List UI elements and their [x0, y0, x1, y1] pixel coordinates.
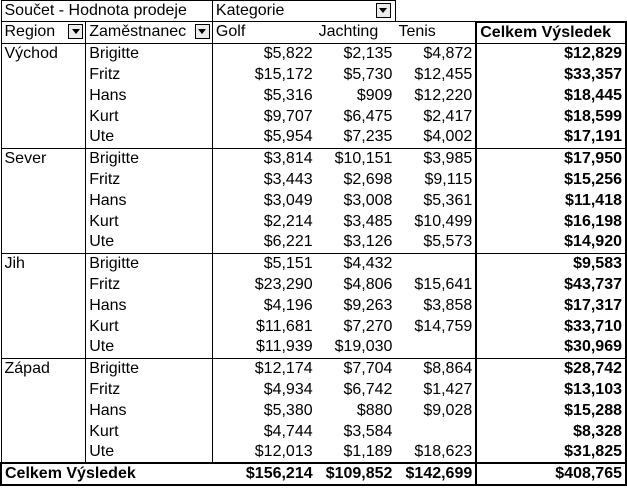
- jachting-value: $909: [356, 86, 393, 104]
- tenis-value: [395, 337, 476, 358]
- region-blank: [1, 85, 86, 106]
- golf-value: $4,196: [263, 296, 313, 314]
- total-value: $11,418: [476, 190, 626, 211]
- tenis-value: $3,858: [423, 296, 473, 314]
- employee-label: Kurt: [86, 316, 213, 337]
- golf-value: $15,172: [254, 65, 313, 83]
- golf-value: $3,049: [263, 191, 313, 209]
- golf-value: $3,443: [263, 170, 313, 188]
- table-row: [1, 358, 626, 379]
- region-label: Jih: [1, 253, 86, 274]
- tenis-value: [395, 253, 476, 274]
- golf-value: $5,954: [212, 127, 315, 148]
- data-field-button[interactable]: [1, 1, 212, 22]
- tenis-value: $1,427: [423, 380, 473, 398]
- total-value: $28,742: [476, 358, 626, 379]
- region-label: Západ: [1, 358, 86, 379]
- region-blank: [1, 169, 86, 190]
- region-blank: [1, 295, 86, 316]
- employee-label: Kurt: [86, 106, 213, 127]
- region-blank: [1, 379, 86, 400]
- tenis-value: $8,864: [395, 358, 476, 379]
- grand-total-row: [1, 463, 626, 485]
- employee-label: Kurt: [86, 421, 213, 442]
- golf-value: $5,822: [212, 43, 315, 64]
- table-row: [1, 274, 626, 295]
- tenis-value: $5,361: [423, 191, 473, 209]
- tenis-value: $15,641: [414, 275, 473, 293]
- total-value: $33,710: [476, 316, 626, 337]
- employee-label: Hans: [86, 85, 213, 106]
- tenis-value: $5,573: [395, 232, 476, 253]
- grand-total-tenis: $142,699: [395, 463, 476, 485]
- header-blank: [395, 1, 626, 22]
- golf-value: $6,221: [212, 232, 315, 253]
- jachting-value: $10,151: [316, 148, 396, 169]
- region-blank: [1, 211, 86, 232]
- tenis-value: $4,002: [395, 127, 476, 148]
- region-blank: [1, 316, 86, 337]
- region-blank: [1, 190, 86, 211]
- table-row: [1, 64, 626, 85]
- table-row: [1, 253, 626, 274]
- total-value: $43,737: [476, 274, 626, 295]
- employee-label: Ute: [86, 442, 213, 463]
- column-field-label: Kategorie: [215, 2, 285, 19]
- total-value: $33,357: [476, 64, 626, 85]
- column-header-total: Celkem Výsledek: [476, 22, 626, 44]
- table-row: [1, 295, 626, 316]
- column-header-jachting: Jachting: [316, 22, 396, 44]
- chevron-down-icon[interactable]: [376, 3, 391, 18]
- employee-label: Ute: [86, 337, 213, 358]
- table-row: [1, 211, 626, 232]
- jachting-value: $19,030: [316, 337, 396, 358]
- total-value: $16,198: [476, 211, 626, 232]
- golf-value: $5,316: [263, 86, 313, 104]
- jachting-value: $7,704: [316, 358, 396, 379]
- jachting-value: $4,432: [316, 253, 396, 274]
- table-row: [1, 442, 626, 463]
- jachting-value: $3,008: [343, 191, 393, 209]
- table-row: [1, 127, 626, 148]
- jachting-value: $6,475: [343, 107, 393, 125]
- total-value: $9,583: [476, 253, 626, 274]
- employee-label: Hans: [86, 295, 213, 316]
- employee-label: Brigitte: [86, 43, 213, 64]
- region-blank: [1, 274, 86, 295]
- total-value: $17,191: [476, 127, 626, 148]
- row-field-employee-label: Zaměstnanec: [89, 23, 187, 41]
- column-field-button[interactable]: [212, 1, 395, 22]
- jachting-value: $5,730: [343, 65, 393, 83]
- region-label: Východ: [1, 43, 86, 64]
- chevron-down-icon[interactable]: [195, 24, 210, 39]
- total-value: $14,920: [476, 232, 626, 253]
- golf-value: $3,814: [212, 148, 315, 169]
- employee-label: Hans: [86, 190, 213, 211]
- row-field-employee-button[interactable]: [86, 22, 213, 44]
- tenis-value: $10,499: [414, 212, 473, 230]
- grand-total-jachting: $109,852: [316, 463, 396, 485]
- total-value: $17,317: [476, 295, 626, 316]
- tenis-value: $2,417: [423, 107, 473, 125]
- region-blank: [1, 421, 86, 442]
- row-field-region-label: Region: [4, 23, 56, 41]
- golf-value: $11,939: [212, 337, 315, 358]
- employee-label: Fritz: [86, 169, 213, 190]
- total-value: $15,288: [476, 400, 626, 421]
- tenis-value: $9,115: [424, 170, 473, 188]
- total-value: $17,950: [476, 148, 626, 169]
- golf-value: $12,013: [212, 442, 315, 463]
- jachting-value: $7,270: [343, 317, 393, 335]
- golf-value: $9,707: [263, 107, 313, 125]
- jachting-value: $9,263: [343, 296, 393, 314]
- total-value: $18,599: [476, 106, 626, 127]
- table-row: [1, 106, 626, 127]
- table-row: [1, 85, 626, 106]
- employee-label: Brigitte: [86, 148, 213, 169]
- table-row: [1, 337, 626, 358]
- tenis-value: [395, 421, 476, 442]
- golf-value: $4,744: [263, 422, 313, 440]
- region-blank: [1, 64, 86, 85]
- chevron-down-icon[interactable]: [68, 24, 83, 39]
- region-blank: [1, 337, 86, 358]
- table-row: [1, 190, 626, 211]
- tenis-value: $4,872: [395, 43, 476, 64]
- employee-label: Fritz: [86, 64, 213, 85]
- table-row: [1, 43, 626, 64]
- total-value: $12,829: [476, 43, 626, 64]
- employee-label: Brigitte: [86, 253, 213, 274]
- golf-value: $12,174: [212, 358, 315, 379]
- data-field-label: Součet - Hodnota prodeje: [4, 2, 187, 19]
- grand-total-label: Celkem Výsledek: [1, 463, 212, 485]
- golf-value: $5,151: [212, 253, 315, 274]
- total-value: $8,328: [476, 421, 626, 442]
- jachting-value: $1,189: [316, 442, 396, 463]
- region-blank: [1, 400, 86, 421]
- tenis-value: $12,455: [414, 65, 473, 83]
- jachting-value: $7,235: [316, 127, 396, 148]
- golf-value: $4,934: [263, 380, 313, 398]
- jachting-value: $3,584: [343, 422, 393, 440]
- golf-value: $5,380: [263, 401, 313, 419]
- grand-total-golf: $156,214: [212, 463, 315, 485]
- table-row: [1, 169, 626, 190]
- region-blank: [1, 232, 86, 253]
- jachting-value: $6,742: [343, 380, 393, 398]
- tenis-value: $3,985: [395, 148, 476, 169]
- employee-label: Brigitte: [86, 358, 213, 379]
- region-blank: [1, 442, 86, 463]
- grand-total-value: $408,765: [476, 463, 626, 485]
- table-row: [1, 400, 626, 421]
- table-row: [1, 148, 626, 169]
- total-value: $31,825: [476, 442, 626, 463]
- header-row-2: [1, 22, 626, 44]
- table-row: [1, 232, 626, 253]
- total-value: $15,256: [476, 169, 626, 190]
- jachting-value: $3,126: [316, 232, 396, 253]
- employee-label: Hans: [86, 400, 213, 421]
- table-row: [1, 316, 626, 337]
- tenis-value: $14,759: [414, 317, 473, 335]
- golf-value: $2,214: [263, 212, 313, 230]
- tenis-value: $18,623: [395, 442, 476, 463]
- row-field-region-button[interactable]: [1, 22, 86, 44]
- jachting-value: $3,485: [343, 212, 393, 230]
- jachting-value: $880: [356, 401, 393, 419]
- region-blank: [1, 106, 86, 127]
- table-row: [1, 379, 626, 400]
- jachting-value: $2,135: [316, 43, 396, 64]
- region-blank: [1, 127, 86, 148]
- employee-label: Fritz: [86, 379, 213, 400]
- jachting-value: $2,698: [343, 170, 393, 188]
- total-value: $18,445: [476, 85, 626, 106]
- total-value: $13,103: [476, 379, 626, 400]
- employee-label: Ute: [86, 232, 213, 253]
- total-value: $30,969: [476, 337, 626, 358]
- employee-label: Kurt: [86, 211, 213, 232]
- employee-label: Ute: [86, 127, 213, 148]
- golf-value: $23,290: [254, 275, 313, 293]
- column-header-tenis: Tenis: [395, 22, 476, 44]
- table-row: [1, 421, 626, 442]
- employee-label: Fritz: [86, 274, 213, 295]
- tenis-value: $9,028: [423, 401, 473, 419]
- region-label: Sever: [1, 148, 86, 169]
- tenis-value: $12,220: [414, 86, 473, 104]
- jachting-value: $4,806: [343, 275, 393, 293]
- header-row-1: [1, 1, 626, 22]
- golf-value: $11,681: [255, 317, 313, 335]
- column-header-golf: Golf: [212, 22, 315, 44]
